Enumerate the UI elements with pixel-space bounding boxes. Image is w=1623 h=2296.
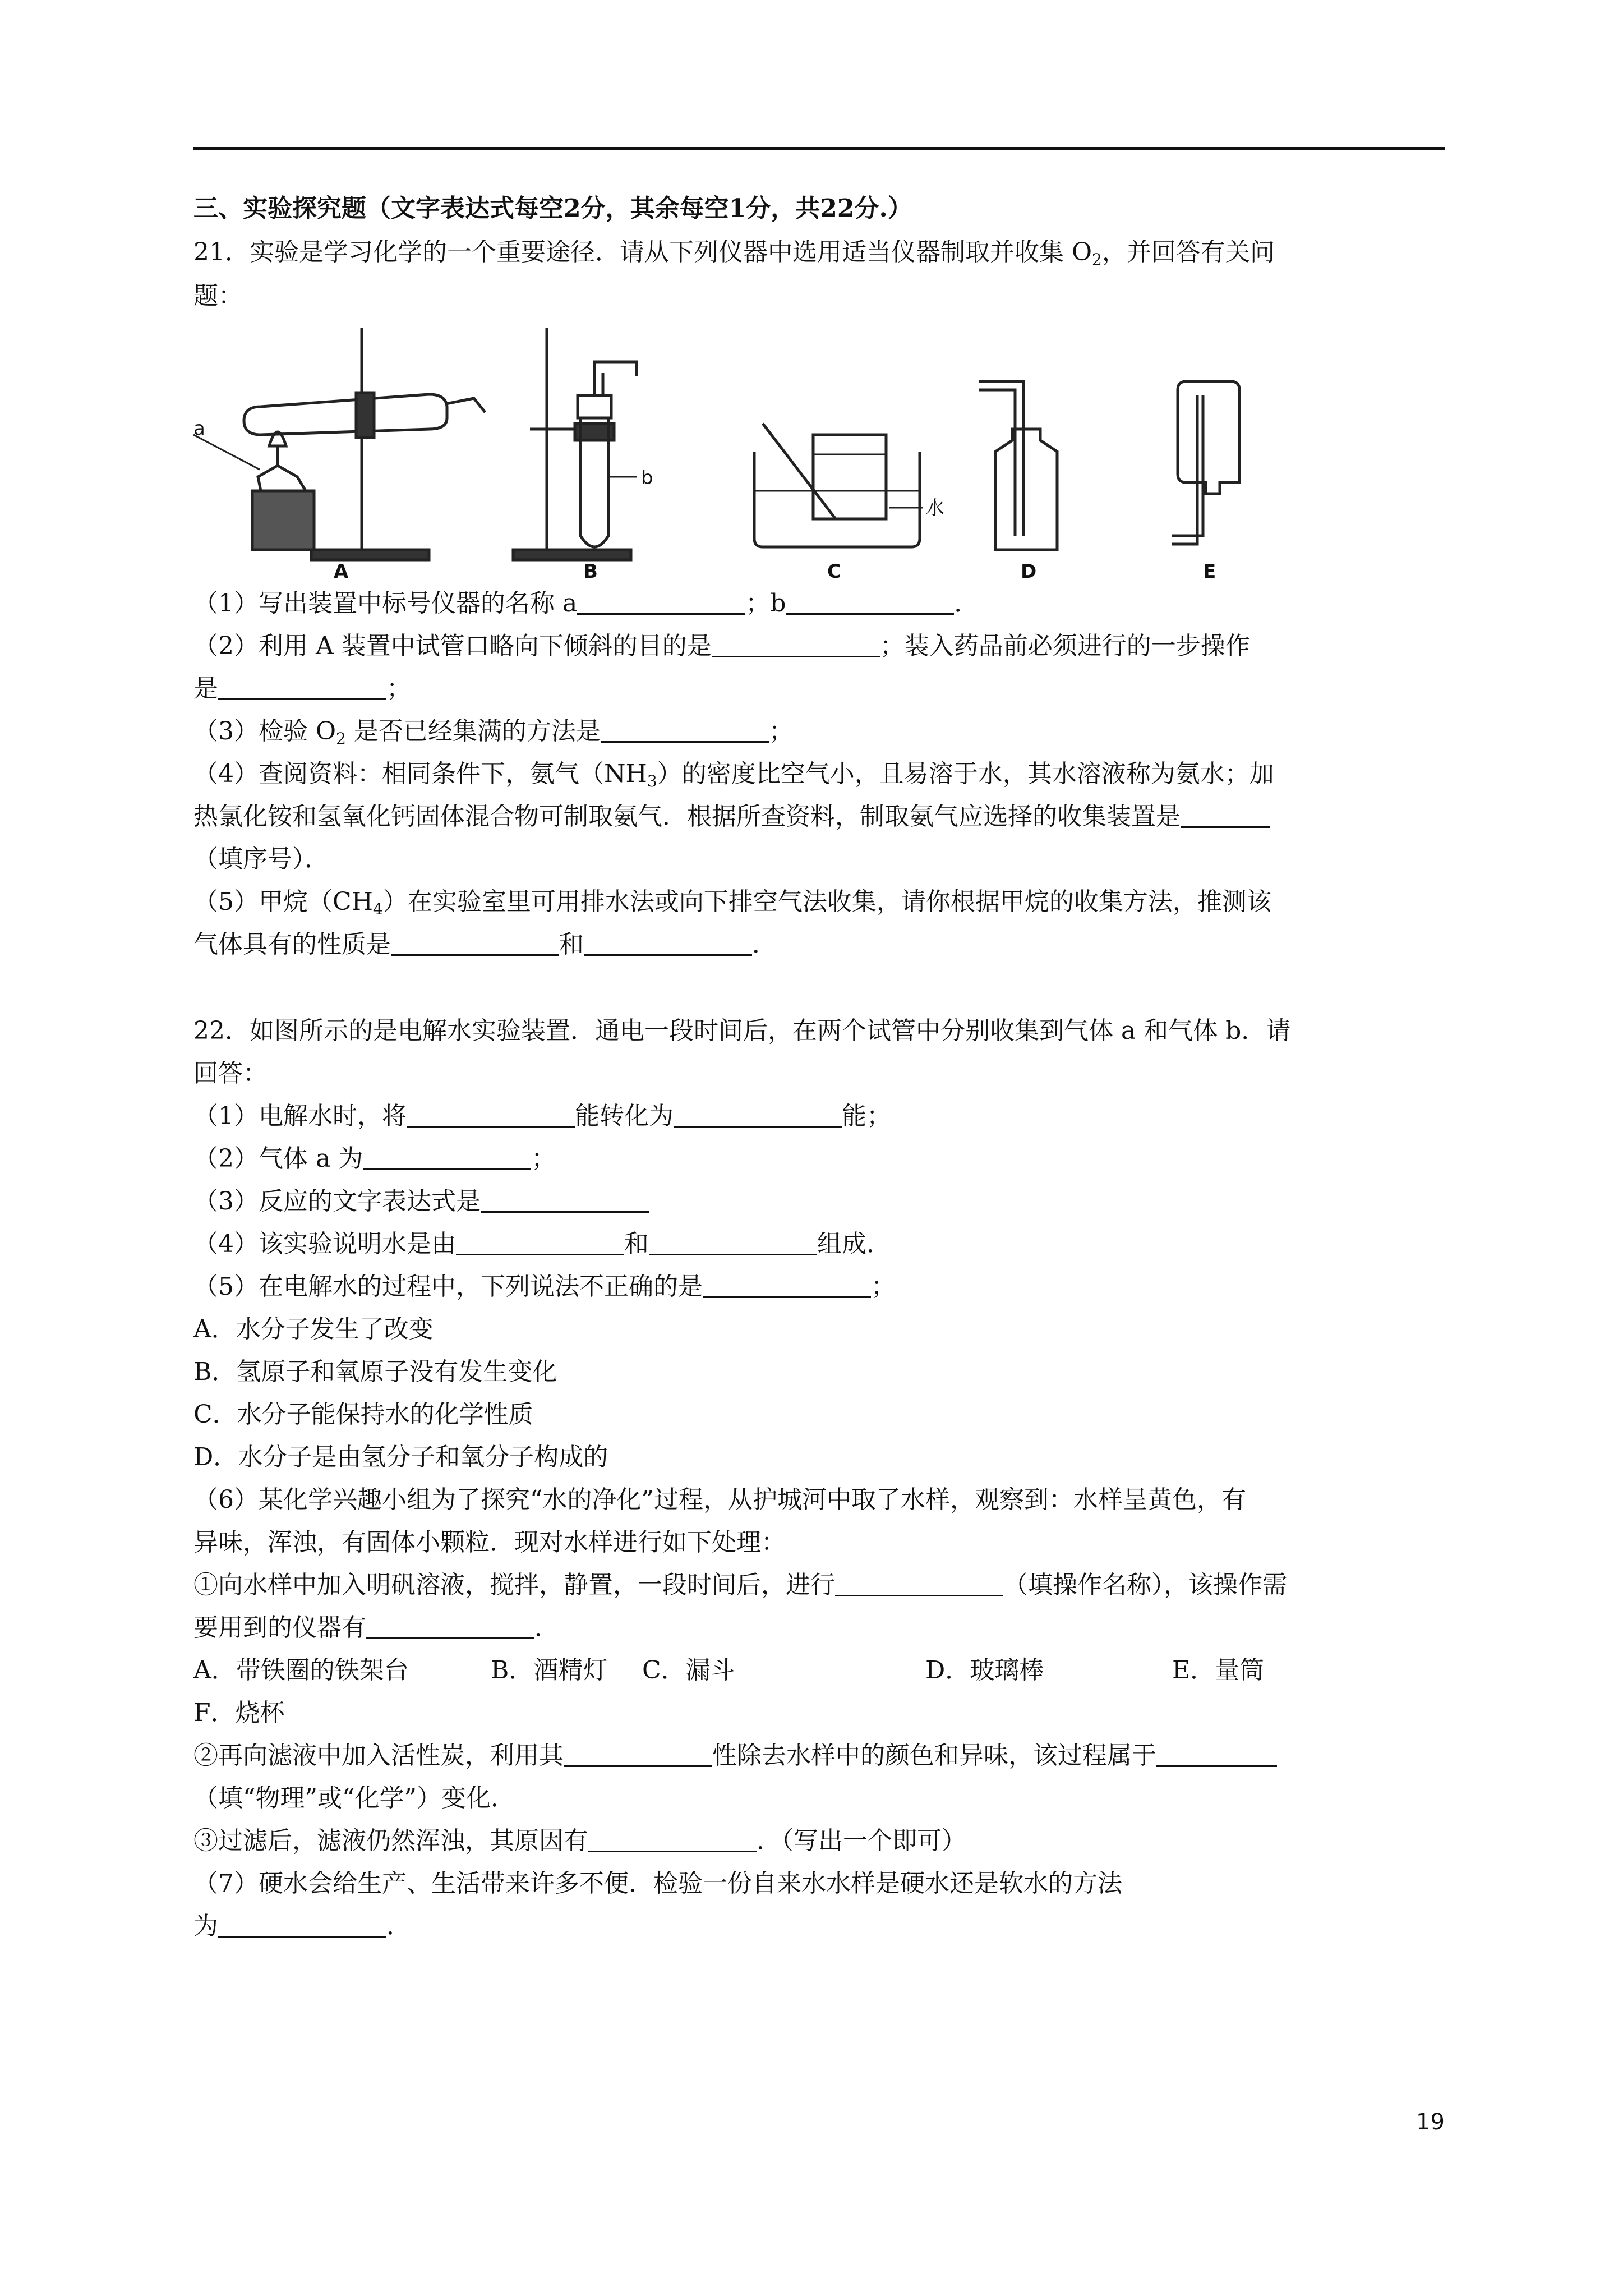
- label-C: C: [827, 560, 841, 581]
- section-title: 三、实验探究题（文字表达式每空2分，其余每空1分，共22分.）: [193, 194, 912, 223]
- q22-option-B: B．氢原子和氧原子没有发生变化: [193, 1358, 557, 1386]
- instrument-F: F．烧杯: [193, 1699, 285, 1727]
- q22-part4: （4）该实验说明水是由 和 组成．: [193, 1230, 891, 1258]
- q22-option-C: C．水分子能保持水的化学性质: [193, 1400, 533, 1429]
- blank[interactable]: [456, 1229, 624, 1255]
- apparatus-figure: [193, 323, 1259, 581]
- q21-stem-line2: 题：: [193, 282, 243, 310]
- label-E: E: [1203, 560, 1216, 581]
- instrument-D: D．玻璃棒: [925, 1656, 1044, 1685]
- blank[interactable]: [363, 1144, 531, 1170]
- blank[interactable]: [218, 674, 386, 700]
- blank[interactable]: [391, 930, 559, 956]
- q21-part4-line2: 热氯化铵和氢氧化钙固体混合物可制取氨气．根据所查资料，制取氨气应选择的收集装置是: [193, 800, 1270, 834]
- label-b: b: [641, 467, 653, 489]
- blank[interactable]: [703, 1272, 871, 1298]
- instrument-E: E．量筒: [1172, 1656, 1265, 1685]
- q22-part5: （5）在电解水的过程中，下列说法不正确的是 ；: [193, 1272, 896, 1301]
- blank[interactable]: [712, 631, 880, 657]
- instrument-B: B．酒精灯: [491, 1656, 608, 1685]
- q22-part6-line2: 异味，浑浊，有固体小颗粒．现对水样进行如下处理：: [193, 1528, 786, 1557]
- label-A: A: [334, 560, 349, 581]
- q21-part4-line3: （填序号）．: [193, 845, 329, 873]
- q21-part1: （1）写出装置中标号仪器的名称 a ；b ．: [193, 589, 979, 618]
- q22-option-A: A．水分子发生了改变: [193, 1315, 434, 1343]
- blank[interactable]: [588, 1826, 757, 1852]
- q21-part5-line2: 气体具有的性质是 和 ．: [193, 930, 777, 959]
- page-number: 19: [1416, 2109, 1445, 2135]
- q22-stem-line1: 22．如图所示的是电解水实验装置．通电一段时间后，在两个试管中分别收集到气体 a 和气体 b．请: [193, 1016, 1291, 1045]
- q22-instrument-options: [193, 1654, 1264, 1687]
- blank[interactable]: [564, 1741, 712, 1767]
- blank[interactable]: [835, 1570, 1003, 1596]
- q22-step2-line2: （填“物理”或“化学”）变化．: [193, 1784, 515, 1812]
- q21-part3: （3）检验 $O_2$ 是否已经集满的方法是 ；: [193, 717, 794, 748]
- blank[interactable]: [584, 930, 752, 956]
- blank[interactable]: [407, 1101, 575, 1128]
- blank[interactable]: [218, 1911, 386, 1938]
- q22-part7-line2: 为 ．: [193, 1912, 411, 1940]
- label-B: B: [583, 560, 598, 581]
- blank[interactable]: [577, 588, 745, 615]
- q22-part1: （1）电解水时，将 能转化为 能；: [193, 1102, 891, 1130]
- blank[interactable]: [601, 716, 769, 743]
- q22-step1-line1: ①向水样中加入明矾溶液，搅拌，静置，一段时间后，进行 （填操作名称），该操作需: [193, 1571, 1287, 1599]
- q22-step2-line1: ②再向滤液中加入活性炭，利用其 性除去水样中的颜色和异味，该过程属于: [193, 1739, 1277, 1773]
- q22-stem-line2: 回答：: [193, 1059, 268, 1088]
- q21-part2-line2: 是 ；: [193, 674, 411, 703]
- instrument-A: A．带铁圈的铁架台: [193, 1656, 409, 1685]
- q22-step3: ③过滤后，滤液仍然浑浊，其原因有 ．（写出一个即可）: [193, 1826, 966, 1855]
- q22-part2: （2）气体 a 为 ；: [193, 1144, 556, 1173]
- q21-part2-line1: （2）利用 A 装置中试管口略向下倾斜的目的是 ；装入药品前必须进行的一步操作: [193, 632, 1250, 660]
- label-a: a: [193, 417, 205, 440]
- label-water: 水: [925, 497, 944, 519]
- q21-part4-line1: （4）查阅资料：相同条件下，氨气$(NH_3)$的密度比空气小，且易溶于水，其水溶液称为氨水；加: [193, 760, 1274, 790]
- q21-stem-line1: 21．实验是学习化学的一个重要途径．请从下列仪器中选用适当仪器制取并收集 $O_2$，并回答有关问: [193, 238, 1275, 269]
- header-rule: [193, 147, 1445, 150]
- blank[interactable]: [1156, 1741, 1277, 1767]
- label-D: D: [1021, 560, 1037, 581]
- q21-part5-line1: （5）甲烷$(CH_4)$在实验室里可用排水法或向下排空气法收集，请你根据甲烷的收集方法，推测该: [193, 887, 1271, 918]
- blank[interactable]: [1181, 802, 1270, 828]
- blank[interactable]: [649, 1229, 817, 1255]
- q22-part7-line1: （7）硬水会给生产、生活带来许多不便．检验一份自来水水样是硬水还是软水的方法: [193, 1869, 1122, 1898]
- q22-part6-line1: （6）某化学兴趣小组为了探究“水的净化”过程，从护城河中取了水样，观察到：水样呈黄色，有: [193, 1485, 1246, 1514]
- blank[interactable]: [366, 1613, 534, 1639]
- instrument-C: C．漏斗: [642, 1656, 735, 1685]
- blank[interactable]: [481, 1186, 649, 1213]
- q22-step1-line2: 要用到的仪器有 ．: [193, 1613, 559, 1642]
- q22-part3: （3）反应的文字表达式是: [193, 1185, 649, 1218]
- q22-option-D: D．水分子是由氢分子和氧分子构成的: [193, 1443, 608, 1471]
- blank[interactable]: [786, 588, 954, 615]
- blank[interactable]: [674, 1101, 842, 1128]
